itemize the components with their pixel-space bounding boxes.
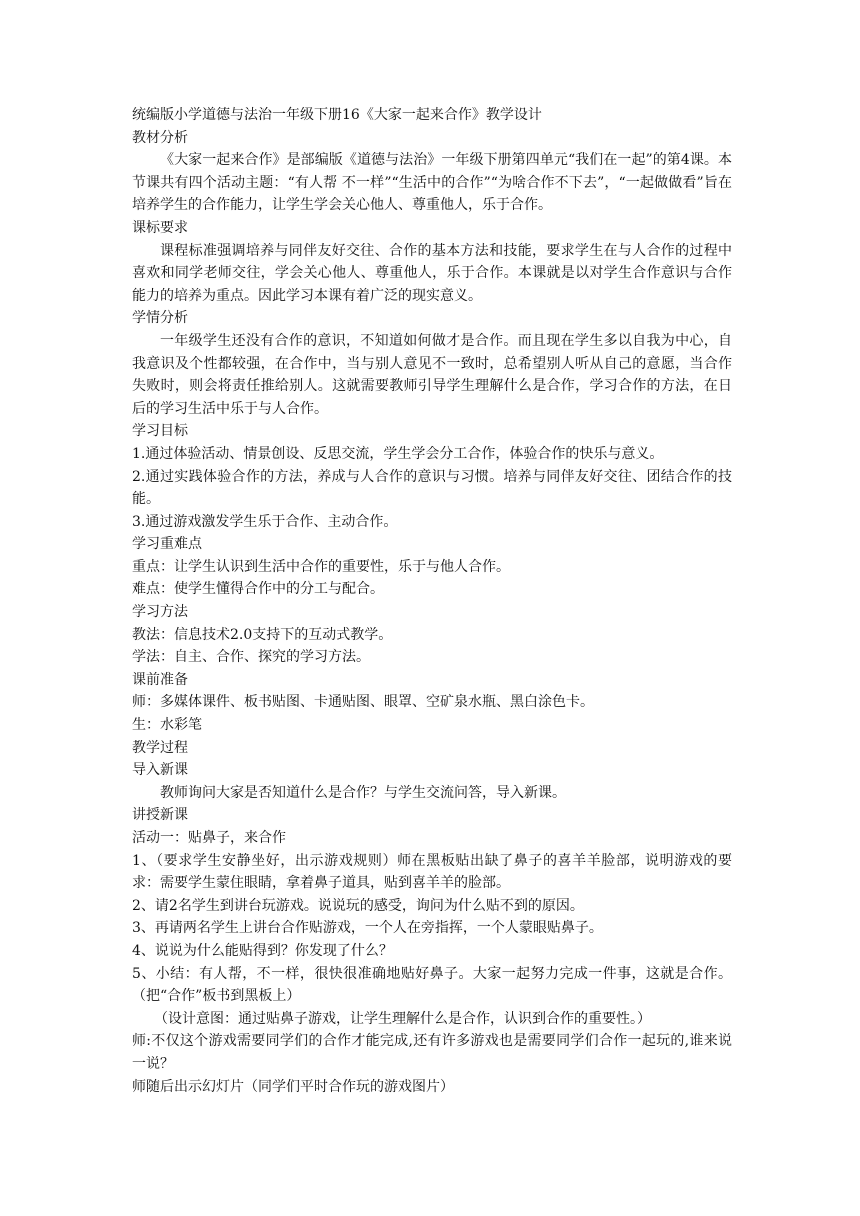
document-title: 统编版小学道德与法治一年级下册16《大家一起来合作》教学设计 <box>132 107 542 123</box>
section-heading-material: 教材分析 <box>132 129 188 146</box>
section-heading-standard: 课标要求 <box>132 219 188 236</box>
activity-step-5: 5、小结：有人帮，不一样，很快很准确地贴好鼻子。大家一起努力完成一件事，这就是合作。（把“合作”板书到黑板上） <box>132 965 732 1005</box>
section-heading-learner: 学情分析 <box>132 310 188 327</box>
goal-item-2: 2.通过实践体验合作的方法，养成与人合作的意识与习惯。培养与同伴友好交往、团结合作的技能。 <box>132 468 732 508</box>
activity-step-4: 4、说说为什么能贴得到？你发现了什么？ <box>132 942 393 959</box>
section-heading-intro: 导入新课 <box>132 762 188 779</box>
intro-paragraph: 教师询问大家是否知道什么是合作？与学生交流问答，导入新课。 <box>160 784 566 801</box>
section-heading-method: 学习方法 <box>132 604 188 621</box>
standard-paragraph: 课程标准强调培养与同伴友好交往、合作的基本方法和技能，要求学生在与人合作的过程中喜欢和同学老师交往，学会关心他人、尊重他人，乐于合作。本课就是以对学生合作意识与合作能力的培养为重点。因此学习本课有着广泛的现实意义。 <box>132 242 732 304</box>
section-heading-new-lesson: 讲授新课 <box>132 807 188 824</box>
section-heading-process: 教学过程 <box>132 739 188 756</box>
goal-item-1: 1.通过体验活动、情景创设、反思交流，学生学会分工合作，体验合作的快乐与意义。 <box>132 445 664 462</box>
difficult-point: 难点：使学生懂得合作中的分工与配合。 <box>132 581 384 598</box>
teacher-remark: 师:不仅这个游戏需要同学们的合作才能完成,还有许多游戏也是需要同学们合作一起玩的,谁来说一说？ <box>132 1033 732 1072</box>
teaching-method: 教法：信息技术2.0支持下的互动式教学。 <box>132 626 393 643</box>
activity-step-2: 2、请2名学生到讲台玩游戏。说说玩的感受，询问为什么贴不到的原因。 <box>132 897 584 914</box>
teacher-slides-note: 师随后出示幻灯片（同学们平时合作玩的游戏图片） <box>132 1078 454 1095</box>
material-paragraph: 《大家一起来合作》是部编版《道德与法治》一年级下册第四单元“我们在一起”的第4课。本节课共有四个活动主题：“有人帮 不一样”“生活中的合作”“为啥合作不下去”，“一起做做看”旨在培养学生的合作能力，让学生学会关心他人、尊重他人，乐于合作。 <box>132 152 732 214</box>
student-preparation: 生：水彩笔 <box>132 717 202 734</box>
goal-item-3: 3.通过游戏激发学生乐于合作、主动合作。 <box>132 513 398 530</box>
section-heading-key-points: 学习重难点 <box>132 536 202 553</box>
section-heading-goals: 学习目标 <box>132 423 188 440</box>
activity-title: 活动一：贴鼻子，来合作 <box>132 830 286 846</box>
learning-method: 学法：自主、合作、探究的学习方法。 <box>132 649 370 666</box>
teacher-preparation: 师：多媒体课件、板书贴图、卡通贴图、眼罩、空矿泉水瓶、黑白涂色卡。 <box>132 694 594 711</box>
key-point: 重点：让学生认识到生活中合作的重要性，乐于与他人合作。 <box>132 558 510 575</box>
learner-paragraph: 一年级学生还没有合作的意识，不知道如何做才是合作。而且现在学生多以自我为中心，自我意识及个性都较强，在合作中，当与别人意见不一致时，总希望别人听从自己的意愿，当合作失败时，则会将责任推给别人。这就需要教师引导学生理解什么是合作，学习合作的方法，在日后的学习生活中乐于与人合作。 <box>132 332 732 417</box>
activity-step-3: 3、再请两名学生上讲台合作贴游戏，一个人在旁指挥，一个人蒙眼贴鼻子。 <box>132 920 603 937</box>
activity-step-1: 1、（要求学生安静坐好，出示游戏规则）师在黑板贴出缺了鼻子的喜羊羊脸部，说明游戏的要求：需要学生蒙住眼睛，拿着鼻子道具，贴到喜羊羊的脸部。 <box>132 852 732 892</box>
design-intent-note: （设计意图：通过贴鼻子游戏，让学生理解什么是合作，认识到合作的重要性。） <box>154 1010 651 1027</box>
document-page <box>132 104 732 1098</box>
section-heading-preparation: 课前准备 <box>132 671 188 688</box>
